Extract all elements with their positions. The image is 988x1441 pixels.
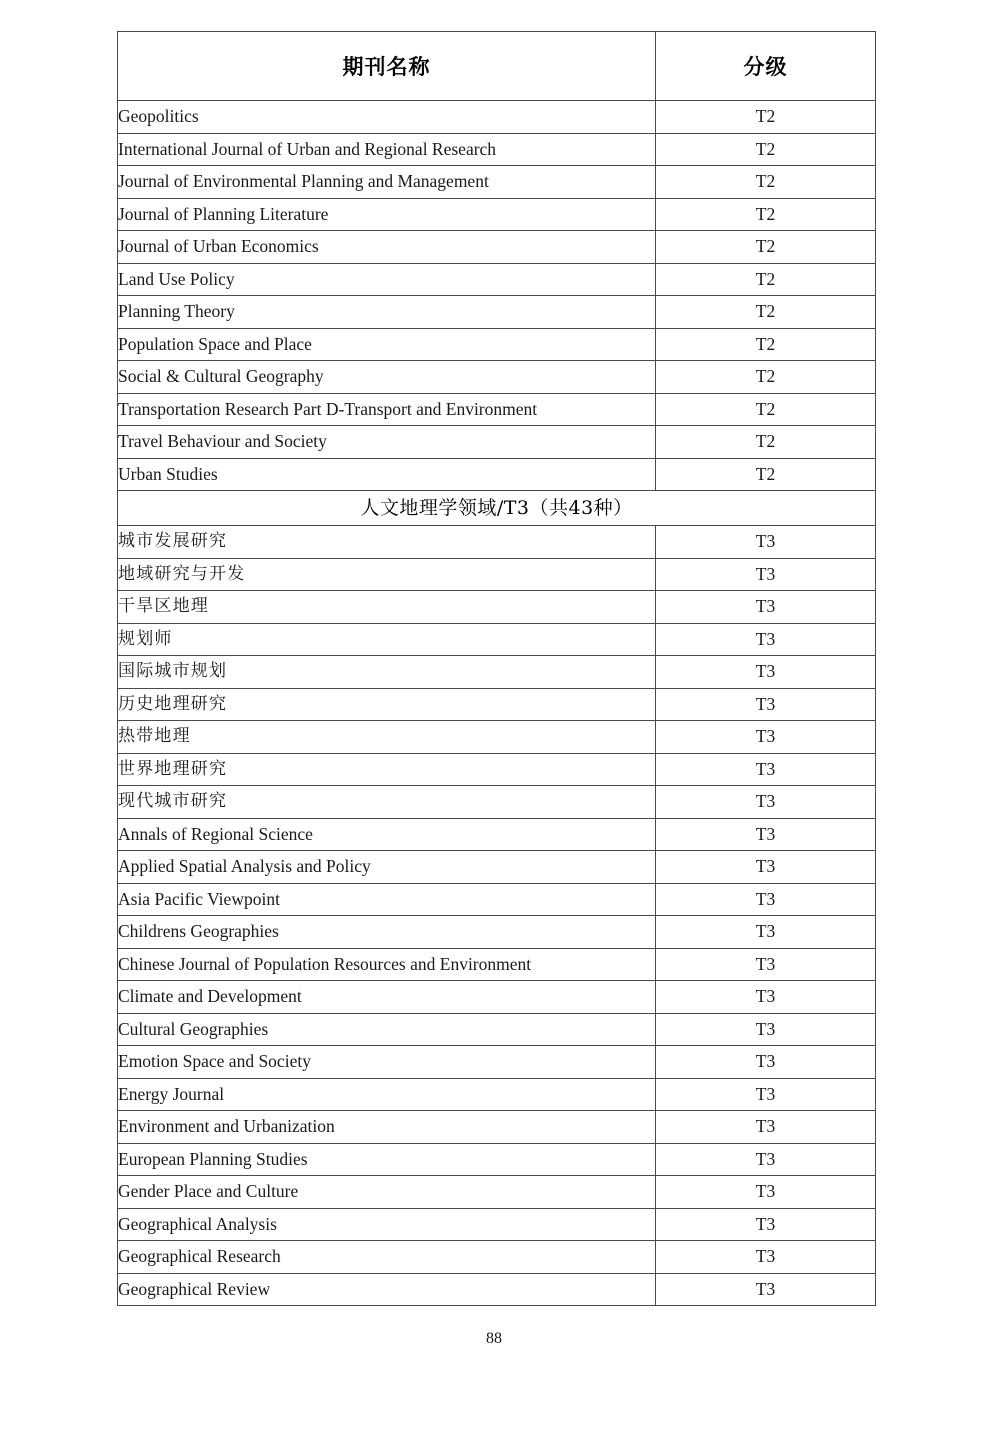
- cell-journal-name: Chinese Journal of Population Resources and Environment: [118, 948, 656, 981]
- table-row: [118, 526, 876, 559]
- cell-journal-name: European Planning Studies: [118, 1143, 656, 1176]
- cell-journal-name: Childrens Geographies: [118, 916, 656, 949]
- cell-grade: T2: [656, 361, 876, 394]
- table-row: [118, 786, 876, 819]
- cell-journal-name: Annals of Regional Science: [118, 818, 656, 851]
- cell-grade: T3: [656, 916, 876, 949]
- cell-grade: T2: [656, 166, 876, 199]
- cell-journal-name: Social & Cultural Geography: [118, 361, 656, 394]
- cell-journal-name: Population Space and Place: [118, 328, 656, 361]
- table-row: [118, 458, 876, 491]
- cell-grade: T3: [656, 591, 876, 624]
- cell-journal-name: 历史地理研究: [118, 688, 656, 721]
- column-header-journal-name: 期刊名称: [118, 32, 656, 101]
- cell-journal-name: 城市发展研究: [118, 526, 656, 559]
- table-row: [118, 558, 876, 591]
- table-row: [118, 1273, 876, 1306]
- table-row: [118, 1143, 876, 1176]
- cell-journal-name: Energy Journal: [118, 1078, 656, 1111]
- table-row: [118, 591, 876, 624]
- table-row: [118, 1111, 876, 1144]
- table-row: [118, 656, 876, 689]
- cell-journal-name: Journal of Planning Literature: [118, 198, 656, 231]
- table-row: [118, 133, 876, 166]
- table-row: [118, 263, 876, 296]
- cell-journal-name: Geographical Review: [118, 1273, 656, 1306]
- cell-grade: T3: [656, 981, 876, 1014]
- cell-grade: T2: [656, 458, 876, 491]
- cell-grade: T3: [656, 688, 876, 721]
- cell-grade: T3: [656, 721, 876, 754]
- cell-journal-name: Geographical Research: [118, 1241, 656, 1274]
- table-row: [118, 328, 876, 361]
- table-row: [118, 1046, 876, 1079]
- cell-grade: T3: [656, 1111, 876, 1144]
- cell-grade: T2: [656, 296, 876, 329]
- cell-grade: T3: [656, 851, 876, 884]
- table-section-header-row: [118, 491, 876, 526]
- cell-grade: T3: [656, 948, 876, 981]
- table-row: [118, 1013, 876, 1046]
- cell-grade: T3: [656, 558, 876, 591]
- cell-grade: T2: [656, 393, 876, 426]
- table-header-row: [118, 32, 876, 101]
- cell-journal-name: Applied Spatial Analysis and Policy: [118, 851, 656, 884]
- cell-grade: T3: [656, 1046, 876, 1079]
- cell-grade: T3: [656, 1208, 876, 1241]
- table-row: [118, 1176, 876, 1209]
- table-row: [118, 851, 876, 884]
- cell-grade: T3: [656, 753, 876, 786]
- cell-journal-name: 地域研究与开发: [118, 558, 656, 591]
- cell-journal-name: 国际城市规划: [118, 656, 656, 689]
- table-row: [118, 1208, 876, 1241]
- table-row: [118, 1241, 876, 1274]
- cell-journal-name: 热带地理: [118, 721, 656, 754]
- table-row: [118, 623, 876, 656]
- cell-grade: T3: [656, 656, 876, 689]
- table-row: [118, 393, 876, 426]
- table-row: [118, 916, 876, 949]
- cell-journal-name: 世界地理研究: [118, 753, 656, 786]
- cell-journal-name: Journal of Urban Economics: [118, 231, 656, 264]
- cell-grade: T2: [656, 328, 876, 361]
- cell-grade: T2: [656, 133, 876, 166]
- cell-journal-name: Transportation Research Part D-Transport and Environment: [118, 393, 656, 426]
- cell-journal-name: Cultural Geographies: [118, 1013, 656, 1046]
- cell-journal-name: Environment and Urbanization: [118, 1111, 656, 1144]
- table-header: [118, 32, 876, 101]
- column-header-grade: 分级: [656, 32, 876, 101]
- cell-journal-name: Journal of Environmental Planning and Management: [118, 166, 656, 199]
- table-row: [118, 101, 876, 134]
- table-row: [118, 231, 876, 264]
- cell-journal-name: Geopolitics: [118, 101, 656, 134]
- cell-journal-name: 现代城市研究: [118, 786, 656, 819]
- cell-grade: T3: [656, 786, 876, 819]
- cell-journal-name: Urban Studies: [118, 458, 656, 491]
- table-row: [118, 1078, 876, 1111]
- table-row: [118, 296, 876, 329]
- table-row: [118, 198, 876, 231]
- cell-grade: T3: [656, 818, 876, 851]
- cell-grade: T2: [656, 426, 876, 459]
- table-row: [118, 721, 876, 754]
- cell-grade: T3: [656, 623, 876, 656]
- cell-grade: T3: [656, 1013, 876, 1046]
- table-row: [118, 361, 876, 394]
- cell-grade: T3: [656, 1078, 876, 1111]
- cell-journal-name: Gender Place and Culture: [118, 1176, 656, 1209]
- cell-journal-name: Planning Theory: [118, 296, 656, 329]
- cell-grade: T2: [656, 198, 876, 231]
- table-row: [118, 426, 876, 459]
- table-row: [118, 818, 876, 851]
- table-row: [118, 688, 876, 721]
- cell-grade: T2: [656, 231, 876, 264]
- table-body: [118, 101, 876, 1306]
- table-row: [118, 981, 876, 1014]
- cell-grade: T3: [656, 1176, 876, 1209]
- table-row: [118, 166, 876, 199]
- cell-grade: T3: [656, 526, 876, 559]
- cell-grade: T2: [656, 101, 876, 134]
- cell-journal-name: Geographical Analysis: [118, 1208, 656, 1241]
- journal-ranking-table: [117, 31, 876, 1306]
- cell-journal-name: 干旱区地理: [118, 591, 656, 624]
- cell-grade: T2: [656, 263, 876, 296]
- table-row: [118, 883, 876, 916]
- cell-journal-name: Land Use Policy: [118, 263, 656, 296]
- cell-journal-name: 规划师: [118, 623, 656, 656]
- cell-journal-name: Asia Pacific Viewpoint: [118, 883, 656, 916]
- cell-journal-name: Climate and Development: [118, 981, 656, 1014]
- page-number: 88: [486, 1330, 502, 1347]
- cell-journal-name: Travel Behaviour and Society: [118, 426, 656, 459]
- cell-grade: T3: [656, 1143, 876, 1176]
- section-header-title: 人文地理学领域/T3（共43种）: [118, 491, 876, 526]
- table-row: [118, 753, 876, 786]
- cell-journal-name: Emotion Space and Society: [118, 1046, 656, 1079]
- cell-grade: T3: [656, 883, 876, 916]
- cell-journal-name: International Journal of Urban and Regional Research: [118, 133, 656, 166]
- cell-grade: T3: [656, 1241, 876, 1274]
- cell-grade: T3: [656, 1273, 876, 1306]
- table-row: [118, 948, 876, 981]
